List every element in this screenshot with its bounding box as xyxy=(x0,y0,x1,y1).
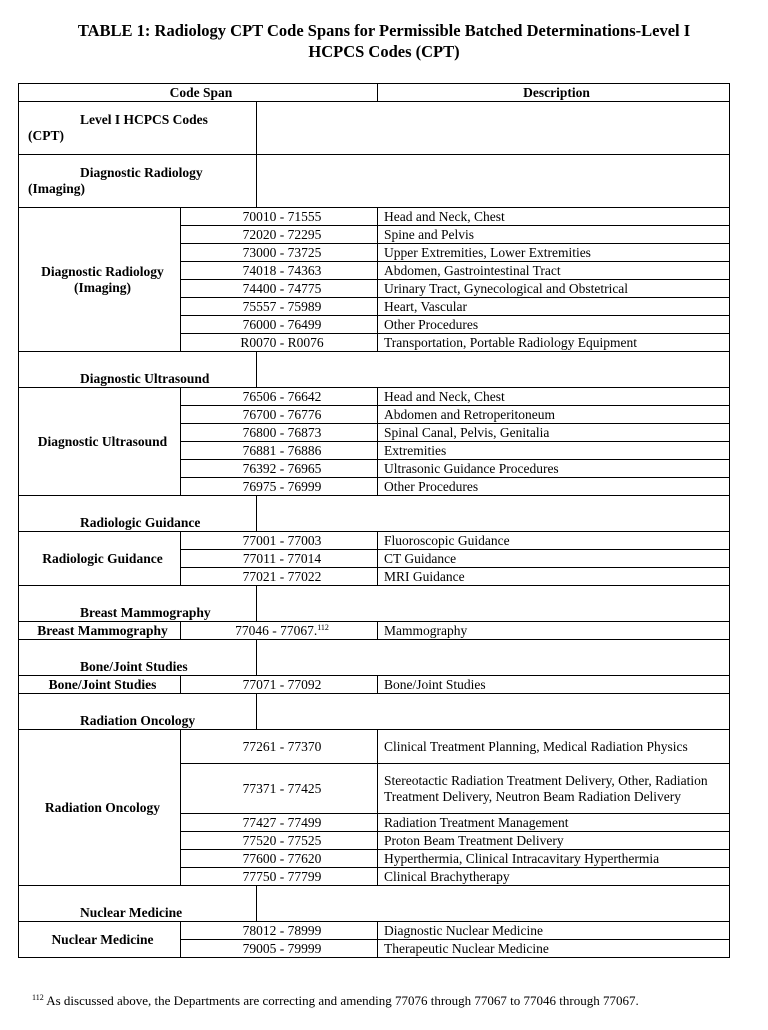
code-span-text: 72020 - 72295 xyxy=(242,226,322,242)
description-cell: Diagnostic Nuclear Medicine xyxy=(378,922,730,940)
section-header-row xyxy=(19,586,730,622)
code-span-text: 77071 - 77092 xyxy=(242,676,322,692)
table-title-line-1: TABLE 1: Radiology CPT Code Spans for Permissible Batched Determinations-Level I xyxy=(77,21,691,40)
section-header-line: Level I HCPCS Codes xyxy=(80,112,208,127)
header-description: Description xyxy=(378,84,730,102)
code-span-cell xyxy=(181,868,378,886)
section-header-line: (CPT) xyxy=(28,128,64,143)
table-row xyxy=(19,922,730,940)
section-header-blank xyxy=(257,155,730,208)
code-span-cell xyxy=(181,460,378,478)
code-span-cell xyxy=(181,922,378,940)
footnote-text: As discussed above, the Departments are correcting and amending 77076 through 77067 to 77046 through 77067. xyxy=(43,993,639,1008)
section-header xyxy=(19,352,257,388)
description-cell: Mammography xyxy=(378,622,730,640)
code-span-text: 76800 - 76873 xyxy=(242,424,322,440)
section-header-row xyxy=(19,694,730,730)
code-span-cell xyxy=(181,568,378,586)
section-header xyxy=(19,155,257,208)
table-row xyxy=(19,730,730,764)
code-span-text: 74400 - 74775 xyxy=(242,280,322,296)
code-span-text: 77750 - 77799 xyxy=(242,868,322,884)
description-cell: Abdomen, Gastrointestinal Tract xyxy=(378,262,730,280)
code-span-text: 77427 - 77499 xyxy=(242,814,322,830)
table-title-line-2: HCPCS Codes (CPT) xyxy=(308,42,460,61)
section-header-line: Diagnostic Radiology xyxy=(80,165,203,180)
category-label: Radiation Oncology xyxy=(19,730,181,886)
section-header-line: Radiation Oncology xyxy=(80,713,196,728)
code-span-cell xyxy=(181,298,378,316)
code-span-text: 79005 - 79999 xyxy=(242,940,322,956)
section-header-line: Radiologic Guidance xyxy=(80,515,201,530)
code-span-text: 78012 - 78999 xyxy=(242,922,322,938)
code-span-cell xyxy=(181,730,378,764)
category-label: Diagnostic Ultrasound xyxy=(19,388,181,496)
category-label: Diagnostic Radiology (Imaging) xyxy=(19,208,181,352)
code-span-cell xyxy=(181,814,378,832)
code-span-table xyxy=(18,83,730,958)
code-span-text: 77600 - 77620 xyxy=(242,850,322,866)
section-header-blank xyxy=(257,102,730,155)
description-cell: Other Procedures xyxy=(378,478,730,496)
code-span-text: 77011 - 77014 xyxy=(242,550,322,566)
section-header-blank xyxy=(257,886,730,922)
code-span-text: 70010 - 71555 xyxy=(242,208,322,224)
code-span-cell xyxy=(181,388,378,406)
category-label: Radiologic Guidance xyxy=(19,532,181,586)
table-row xyxy=(19,676,730,694)
section-header xyxy=(19,586,257,622)
section-header-blank xyxy=(257,694,730,730)
category-label: Nuclear Medicine xyxy=(19,922,181,958)
description-cell: Clinical Treatment Planning, Medical Radiation Physics xyxy=(378,730,730,764)
description-cell: Hyperthermia, Clinical Intracavitary Hyperthermia xyxy=(378,850,730,868)
code-span-table-body xyxy=(19,84,730,958)
table-row xyxy=(19,622,730,640)
section-header xyxy=(19,640,257,676)
section-header-blank xyxy=(257,640,730,676)
section-header-row xyxy=(19,155,730,208)
description-cell: Proton Beam Treatment Delivery xyxy=(378,832,730,850)
code-span-text: 76506 - 76642 xyxy=(242,388,322,404)
description-cell: Upper Extremities, Lower Extremities xyxy=(378,244,730,262)
code-span-cell xyxy=(181,832,378,850)
code-span-cell xyxy=(181,280,378,298)
code-span-cell xyxy=(181,850,378,868)
description-cell: Fluoroscopic Guidance xyxy=(378,532,730,550)
code-span-text: 76392 - 76965 xyxy=(242,460,322,476)
description-cell: Clinical Brachytherapy xyxy=(378,868,730,886)
code-span-text: 77261 - 77370 xyxy=(242,738,322,754)
description-cell: Stereotactic Radiation Treatment Delivery, Other, Radiation Treatment Delivery, Neutron Beam Radiation Delivery xyxy=(378,764,730,814)
section-header-row xyxy=(19,886,730,922)
section-header-line: Diagnostic Ultrasound xyxy=(80,371,210,386)
code-span-cell xyxy=(181,208,378,226)
code-span-cell xyxy=(181,226,378,244)
code-span-cell xyxy=(181,406,378,424)
code-span-cell xyxy=(181,940,378,958)
section-header-line: Breast Mammography xyxy=(80,605,211,620)
code-span-text: 76881 - 76886 xyxy=(242,442,322,458)
description-cell: Other Procedures xyxy=(378,316,730,334)
description-cell: Heart, Vascular xyxy=(378,298,730,316)
section-header xyxy=(19,886,257,922)
code-span-cell xyxy=(181,478,378,496)
footnote-marker: 112 xyxy=(32,993,44,1002)
header-code-span: Code Span xyxy=(19,84,378,102)
code-span-text: 73000 - 73725 xyxy=(242,244,322,260)
code-span-cell xyxy=(181,550,378,568)
description-cell: CT Guidance xyxy=(378,550,730,568)
description-cell: Head and Neck, Chest xyxy=(378,208,730,226)
code-span-text: 77001 - 77003 xyxy=(242,532,322,548)
table-title xyxy=(0,20,768,62)
description-cell: Spine and Pelvis xyxy=(378,226,730,244)
code-span-cell xyxy=(181,424,378,442)
section-header-blank xyxy=(257,586,730,622)
code-span-cell xyxy=(181,316,378,334)
section-header xyxy=(19,694,257,730)
description-cell: Urinary Tract, Gynecological and Obstetrical xyxy=(378,280,730,298)
description-cell: Head and Neck, Chest xyxy=(378,388,730,406)
section-header-line: (Imaging) xyxy=(28,181,85,196)
code-span-cell xyxy=(181,764,378,814)
code-span-text: 77021 - 77022 xyxy=(242,568,322,584)
section-header-line: Nuclear Medicine xyxy=(80,905,183,920)
code-span-text: 77046 - 77067. xyxy=(235,622,318,638)
section-header-row xyxy=(19,640,730,676)
code-span-cell xyxy=(181,262,378,280)
description-cell: Radiation Treatment Management xyxy=(378,814,730,832)
section-header-row xyxy=(19,496,730,532)
section-header-row xyxy=(19,352,730,388)
code-span-cell xyxy=(181,532,378,550)
section-header-line: Bone/Joint Studies xyxy=(80,659,188,674)
footnote-reference: 112 xyxy=(317,622,329,632)
code-span-cell xyxy=(181,676,378,694)
code-span-cell xyxy=(181,334,378,352)
description-cell: Ultrasonic Guidance Procedures xyxy=(378,460,730,478)
code-span-text: 76700 - 76776 xyxy=(242,406,322,422)
table-row xyxy=(19,388,730,406)
code-span-cell xyxy=(181,442,378,460)
code-span-text: 76975 - 76999 xyxy=(242,478,322,494)
description-cell: Extremities xyxy=(378,442,730,460)
category-label: Bone/Joint Studies xyxy=(19,676,181,694)
code-span-text: 77520 - 77525 xyxy=(242,832,322,848)
description-cell: Transportation, Portable Radiology Equipment xyxy=(378,334,730,352)
description-cell: MRI Guidance xyxy=(378,568,730,586)
category-label: Breast Mammography xyxy=(19,622,181,640)
table-header-row xyxy=(19,84,730,102)
section-header-blank xyxy=(257,496,730,532)
description-cell: Bone/Joint Studies xyxy=(378,676,730,694)
code-span-cell xyxy=(181,244,378,262)
code-span-text: R0070 - R0076 xyxy=(240,334,324,350)
code-span-text: 75557 - 75989 xyxy=(242,298,322,314)
footnote xyxy=(32,993,639,1009)
code-span-text: 77371 - 77425 xyxy=(242,780,322,796)
code-span-text: 74018 - 74363 xyxy=(242,262,322,278)
table-row xyxy=(19,208,730,226)
section-header xyxy=(19,102,257,155)
description-cell: Abdomen and Retroperitoneum xyxy=(378,406,730,424)
table-row xyxy=(19,532,730,550)
section-header-row xyxy=(19,102,730,155)
section-header xyxy=(19,496,257,532)
description-cell: Spinal Canal, Pelvis, Genitalia xyxy=(378,424,730,442)
code-span-text: 76000 - 76499 xyxy=(242,316,322,332)
description-cell: Therapeutic Nuclear Medicine xyxy=(378,940,730,958)
section-header-blank xyxy=(257,352,730,388)
code-span-cell xyxy=(181,622,378,640)
